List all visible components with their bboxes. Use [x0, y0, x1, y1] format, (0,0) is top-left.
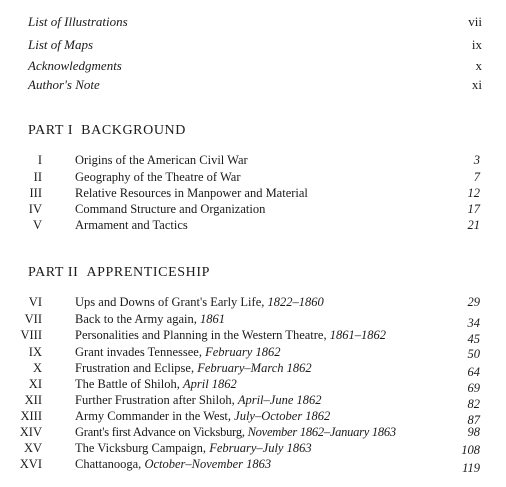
front-matter-item: [28, 58, 482, 78]
front-matter-title: List of Illustrations: [28, 14, 128, 29]
chapter-page: 17: [467, 202, 480, 216]
chapter-page: 45: [467, 332, 480, 346]
chapter-row: [0, 345, 480, 361]
chapter-title: Armament and Tactics: [75, 218, 188, 232]
chapter-row: [0, 457, 480, 473]
chapter-page: 29: [467, 295, 480, 309]
chapter-row: [0, 425, 480, 441]
chapter-page: 3: [473, 153, 480, 167]
chapter-number: I: [37, 153, 42, 167]
chapter-row: [0, 202, 480, 218]
chapter-number: XV: [23, 441, 42, 455]
chapter-page: 87: [467, 413, 480, 427]
chapter-title: Army Commander in the West, July–October 1862: [75, 409, 331, 423]
front-matter-item: [28, 37, 482, 57]
chapter-title: Chattanooga, October–November 1863: [75, 457, 272, 471]
chapter-number: XIV: [19, 425, 42, 439]
chapter-title: Geography of the Theatre of War: [75, 170, 241, 184]
chapter-number: IV: [28, 202, 42, 216]
part-heading: [28, 265, 210, 281]
chapter-title: Grant's first Advance on Vicksburg, November 1862–January 1863: [75, 425, 396, 439]
chapter-row: [0, 170, 480, 186]
front-matter-item: [28, 77, 482, 97]
chapter-row: [0, 153, 480, 169]
chapter-page: 12: [467, 186, 480, 200]
chapter-row: [0, 393, 480, 409]
chapter-number: IX: [28, 345, 42, 359]
chapter-title: The Vicksburg Campaign, February–July 1863: [75, 441, 312, 455]
chapter-number: VI: [28, 295, 42, 309]
chapter-row: [0, 328, 480, 344]
chapter-title: Frustration and Eclipse, February–March 1862: [75, 361, 312, 375]
front-matter-title: Acknowledgments: [28, 58, 122, 73]
chapter-row: [0, 312, 480, 328]
chapter-title: Ups and Downs of Grant's Early Life, 1822–1860: [75, 295, 324, 309]
chapter-title: Grant invades Tennessee, February 1862: [75, 345, 281, 359]
front-matter-page: ix: [471, 37, 482, 52]
chapter-number: V: [32, 218, 42, 232]
chapter-page: 98: [467, 425, 480, 439]
chapter-number: VIII: [20, 328, 42, 342]
chapter-row: [0, 377, 480, 393]
chapter-row: [0, 441, 480, 457]
chapter-page: 64: [467, 365, 480, 379]
front-matter-title: List of Maps: [28, 37, 94, 52]
chapter-title: Back to the Army again, 1861: [75, 312, 225, 326]
front-matter-page: xi: [471, 77, 482, 92]
chapter-number: VII: [24, 312, 42, 326]
chapter-title: Personalities and Planning in the Western Theatre, 1861–1862: [75, 328, 386, 342]
chapter-page: 82: [467, 397, 480, 411]
chapter-number: X: [32, 361, 42, 375]
chapter-page: 21: [467, 218, 480, 232]
chapter-number: XIII: [20, 409, 42, 423]
front-matter-title: Author's Note: [28, 77, 100, 92]
chapter-number: XVI: [19, 457, 42, 471]
chapter-page: 108: [461, 443, 480, 457]
chapter-page: 7: [473, 170, 480, 184]
chapter-page: 69: [467, 381, 480, 395]
chapter-title: Further Frustration after Shiloh, April–June 1862: [75, 393, 322, 407]
front-matter-page: x: [475, 58, 482, 73]
chapter-page: 119: [462, 461, 480, 475]
chapter-title: The Battle of Shiloh, April 1862: [75, 377, 237, 391]
chapter-number: XII: [24, 393, 42, 407]
chapter-row: [0, 361, 480, 377]
part-title: BACKGROUND: [81, 123, 186, 138]
chapter-title: Origins of the American Civil War: [75, 153, 248, 167]
chapter-number: III: [29, 186, 42, 200]
chapter-row: [0, 409, 480, 425]
part-heading: [28, 123, 186, 139]
chapter-row: [0, 295, 480, 311]
chapter-number: II: [33, 170, 42, 184]
chapter-number: XI: [28, 377, 42, 391]
chapter-row: [0, 218, 480, 234]
chapter-title: Relative Resources in Manpower and Material: [75, 186, 308, 200]
part-title: APPRENTICESHIP: [86, 265, 210, 280]
front-matter-page: vii: [468, 14, 482, 29]
chapter-title: Command Structure and Organization: [75, 202, 266, 216]
chapter-page: 50: [467, 347, 480, 361]
part-number: PART I: [28, 123, 74, 138]
part-number: PART II: [28, 265, 79, 280]
front-matter-item: [28, 14, 482, 34]
chapter-page: 34: [467, 316, 480, 330]
chapter-row: [0, 186, 480, 202]
